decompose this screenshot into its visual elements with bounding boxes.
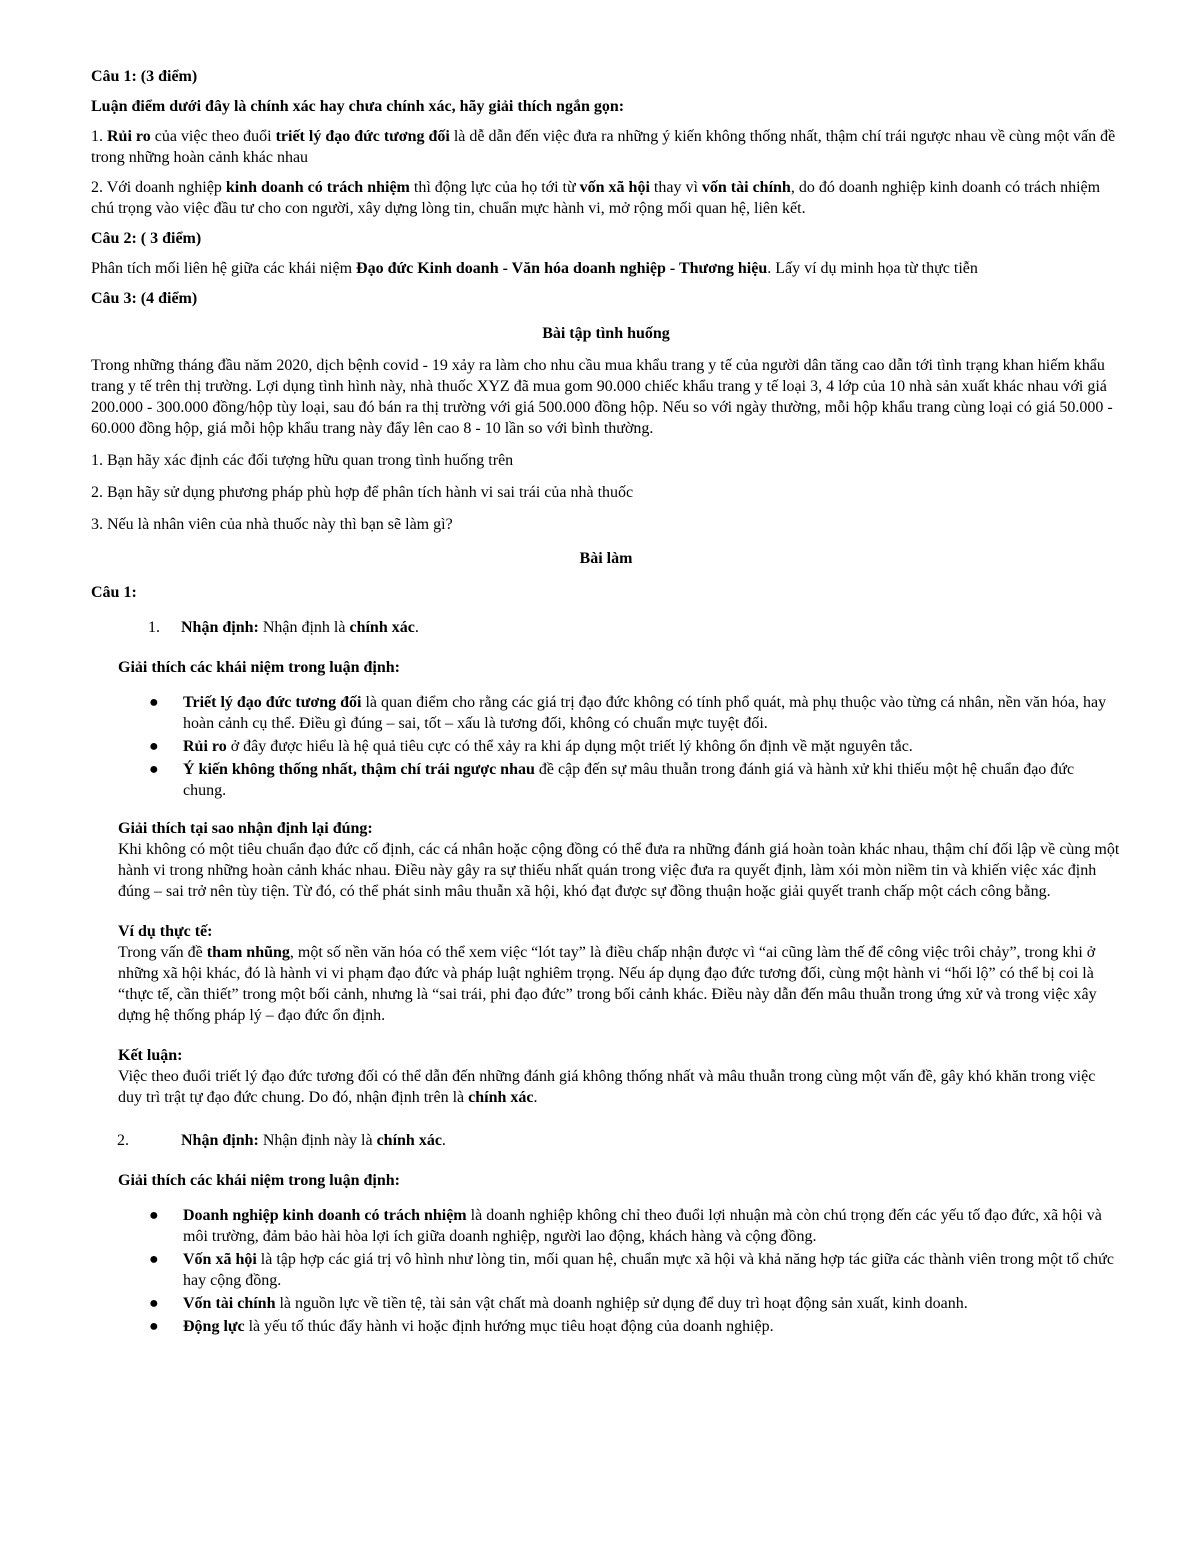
why-block xyxy=(118,818,1121,902)
item-statement: Nhận định: Nhận định này là chính xác. xyxy=(181,1132,446,1149)
item-statement: Nhận định: Nhận định là chính xác. xyxy=(181,619,419,636)
list-item: ● Vốn tài chính là nguồn lực về tiền tệ, tài sản vật chất mà doanh nghiệp sử dụng để duy trì hoạt động sản xuất, kinh doanh. xyxy=(149,1295,968,1312)
question-2-text: Phân tích mối liên hệ giữa các khái niệm Đạo đức Kinh doanh - Văn hóa doanh nghiệp - Thương hiệu. Lấy ví dụ minh họa từ thực tiễn xyxy=(91,260,978,277)
concepts-heading: Giải thích các khái niệm trong luận định: xyxy=(118,1172,400,1189)
list-item: ● Động lực là yếu tố thúc đẩy hành vi hoặc định hướng mục tiêu hoạt động của doanh nghiệp. xyxy=(149,1318,774,1335)
conclusion-text: Việc theo đuổi triết lý đạo đức tương đối có thể dẫn đến những đánh giá không thống nhất và mâu thuẫn trong cùng một vấn đề, gây khó khăn trong việc duy trì trật tự đạo đức chung. Do đó, nhận định trên là chính xác. xyxy=(118,1068,1096,1106)
bullet-icon: ● xyxy=(149,1207,159,1224)
conclusion-heading: Kết luận: xyxy=(118,1047,183,1064)
example-heading: Ví dụ thực tế: xyxy=(118,923,213,940)
case-question-2: 2. Bạn hãy sử dụng phương pháp phù hợp để phân tích hành vi sai trái của nhà thuốc xyxy=(91,484,634,501)
question-2-heading: Câu 2: ( 3 điểm) xyxy=(91,230,202,247)
bullet-icon: ● xyxy=(149,1318,159,1335)
answer-item-2 xyxy=(91,1130,1121,1151)
bullet-icon: ● xyxy=(149,761,159,778)
statement-2: 2. Với doanh nghiệp kinh doanh có trách nhiệm thì động lực của họ tới từ vốn xã hội thay vì vốn tài chính, do đó doanh nghiệp kinh doanh có trách nhiệm chú trọng vào việc đầu tư cho con người, xây dựng lòng tin, chuẩn mực hành vi, mở rộng mối quan hệ, liên kết. xyxy=(91,179,1101,217)
list-item: ● Ý kiến không thống nhất, thậm chí trái ngược nhau đề cập đến sự mâu thuẫn trong đánh giá và hành xử khi thiếu một hệ chuẩn đạo đức chung. xyxy=(149,761,1075,799)
concepts-heading: Giải thích các khái niệm trong luận định: xyxy=(118,659,400,676)
concepts-list xyxy=(91,1205,1121,1337)
bullet-icon: ● xyxy=(149,694,159,711)
bullet-icon: ● xyxy=(149,1295,159,1312)
conclusion-block xyxy=(118,1045,1121,1108)
case-question-1: 1. Bạn hãy xác định các đối tượng hữu quan trong tình huống trên xyxy=(91,452,514,469)
answer-q1-heading: Câu 1: xyxy=(91,584,137,601)
example-text: Trong vấn đề tham nhũng, một số nền văn hóa có thể xem việc “lót tay” là điều chấp nhận được vì “ai cũng làm thế để công việc trôi chảy”, trong khi ở những xã hội khác, đó là hành vi vi phạm đạo đức và pháp luật nghiêm trọng. Nếu áp dụng đạo đức tương đối, cùng một hành vi “hối lộ” có thể bị coi là “thực tế, cần thiết” trong một bối cảnh, nhưng là “sai trái, phi đạo đức” trong bối cảnh khác. Điều này dẫn đến mâu thuẫn trong ứng xử và trong việc xây dựng hệ thống pháp lý – đạo đức ổn định. xyxy=(118,944,1097,1024)
bullet-icon: ● xyxy=(149,1251,159,1268)
statement-1: 1. Rủi ro của việc theo đuổi triết lý đạo đức tương đối là dễ dẫn đến việc đưa ra những ý kiến không thống nhất, thậm chí trái ngược nhau về cùng một vấn đề trong những hoàn cảnh khác nhau xyxy=(91,128,1116,166)
list-item: ● Doanh nghiệp kinh doanh có trách nhiệm là doanh nghiệp không chỉ theo đuổi lợi nhuận mà còn chú trọng đến các yếu tố đạo đức, xã hội và môi trường, đảm bảo hài hòa lợi ích giữa doanh nghiệp, người lao động, khách hàng và cộng đồng. xyxy=(149,1207,1102,1245)
concepts-list xyxy=(91,692,1121,801)
bullet-icon: ● xyxy=(149,738,159,755)
case-study-text: Trong những tháng đầu năm 2020, dịch bệnh covid - 19 xảy ra làm cho nhu cầu mua khẩu trang y tế của người dân tăng cao dẫn tới tình trạng khan hiếm khẩu trang y tế trên thị trường. Lợi dụng tình hình này, nhà thuốc XYZ đã mua gom 90.000 chiếc khẩu trang y tế loại 3, 4 lớp của 10 nhà sản xuất khác nhau với giá 200.000 - 300.000 đồng/hộp tùy loại, sau đó bán ra thị trường với giá 500.000 đồng hộp. Nếu so với ngày thường, mỗi hộp khẩu trang cùng loại có giá 50.000 - 60.000 đồng hộp, giá mỗi hộp khẩu trang này đẩy lên cao 8 - 10 lần so với bình thường. xyxy=(91,357,1113,437)
item-number: 1. xyxy=(148,619,160,636)
question-1-instruction: Luận điểm dưới đây là chính xác hay chưa chính xác, hãy giải thích ngắn gọn: xyxy=(91,98,625,115)
document-body xyxy=(91,66,1121,1339)
list-item: ● Vốn xã hội là tập hợp các giá trị vô hình như lòng tin, mối quan hệ, chuẩn mực xã hội và khả năng hợp tác giữa các thành viên trong một tổ chức hay cộng đồng. xyxy=(149,1251,1114,1289)
answer-title: Bài làm xyxy=(579,550,633,567)
item-number: 2. xyxy=(117,1132,129,1149)
answer-item-1 xyxy=(91,617,1121,638)
case-study-title: Bài tập tình huống xyxy=(542,325,670,342)
question-3-heading: Câu 3: (4 điểm) xyxy=(91,290,198,307)
case-question-3: 3. Nếu là nhân viên của nhà thuốc này thì bạn sẽ làm gì? xyxy=(91,516,453,533)
example-block xyxy=(118,921,1121,1026)
list-item: ● Triết lý đạo đức tương đối là quan điểm cho rằng các giá trị đạo đức không có tính phổ quát, mà phụ thuộc vào từng cá nhân, nền văn hóa, hay hoàn cảnh cụ thể. Điều gì đúng – sai, tốt – xấu là tương đối, không có chuẩn mực tuyệt đối. xyxy=(149,694,1107,732)
why-text: Khi không có một tiêu chuẩn đạo đức cố định, các cá nhân hoặc cộng đồng có thể đưa ra những đánh giá hoàn toàn khác nhau, thậm chí đối lập về cùng một hành vi trong những hoàn cảnh khác nhau. Điều này gây ra sự thiếu nhất quán trong việc đưa ra quyết định, làm xói mòn niềm tin và khiến việc xác định đúng – sai trở nên tùy tiện. Từ đó, có thể phát sinh mâu thuẫn xã hội, khó đạt được sự đồng thuận hoặc giải quyết tranh chấp một cách công bằng. xyxy=(118,841,1120,900)
list-item: ● Rủi ro ở đây được hiểu là hệ quả tiêu cực có thể xảy ra khi áp dụng một triết lý không ổn định về mặt nguyên tắc. xyxy=(149,738,913,755)
why-heading: Giải thích tại sao nhận định lại đúng: xyxy=(118,820,373,837)
question-1-heading: Câu 1: (3 điểm) xyxy=(91,68,198,85)
